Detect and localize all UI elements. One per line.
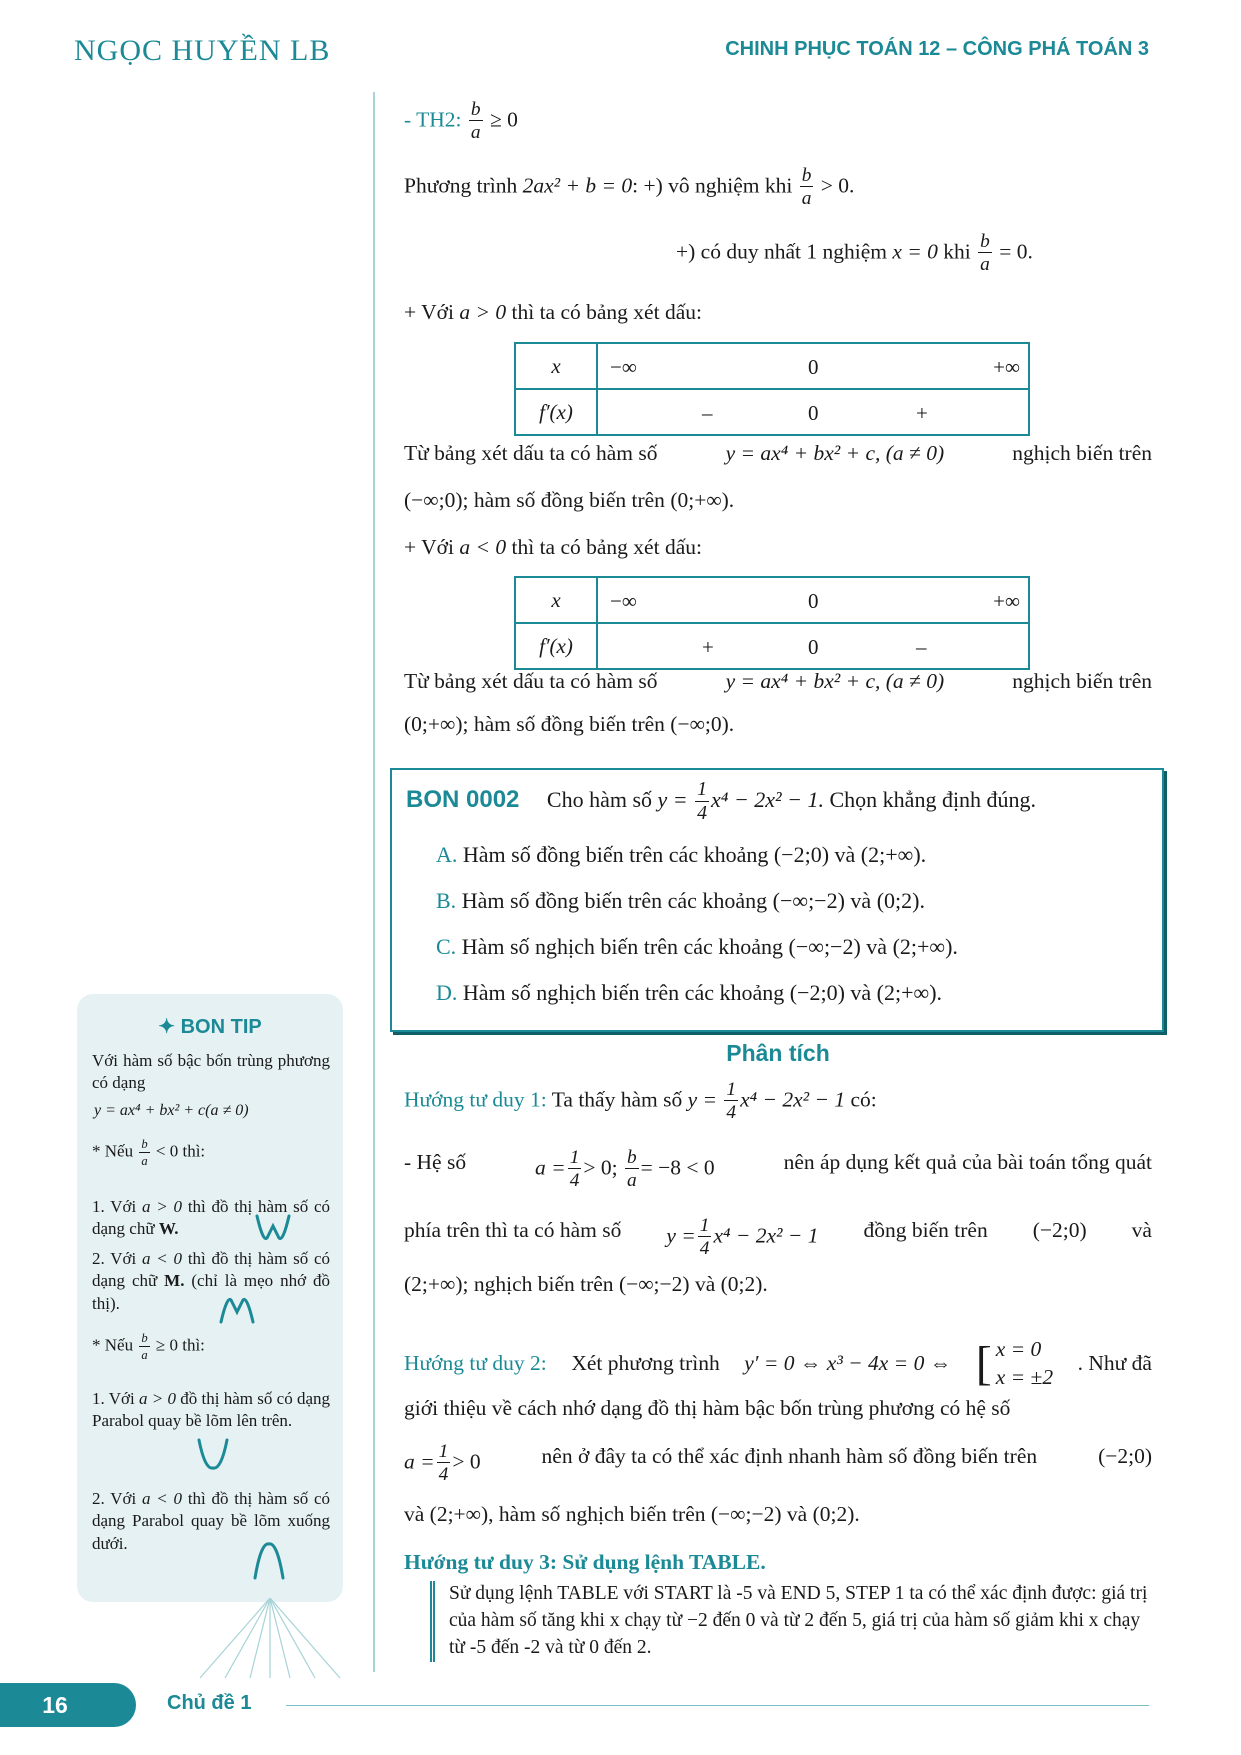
bon-tip-sidebar bbox=[77, 994, 343, 1602]
fraction: $\frac{b}{a}$ bbox=[141, 1137, 148, 1168]
conclusion-1-line-2: (−∞;0); hàm số đồng biến trên (0;+∞). bbox=[404, 488, 735, 512]
fraction: $\frac{b}{a}$ bbox=[470, 99, 481, 144]
table-header-x: x bbox=[515, 577, 597, 623]
approach-3-heading: Hướng tư duy 3: Sử dụng lệnh TABLE. bbox=[404, 1550, 766, 1574]
th2-line: - TH2: $\frac{b}{a}$ ≥ 0 bbox=[404, 99, 518, 144]
conclusion-1-line-1: Từ bảng xét dấu ta có hàm số y = ax⁴ + bx² + c, (a ≠ 0) nghịch biến trên bbox=[404, 441, 1152, 465]
question-line: BON 0002 Cho hàm số y = $\frac{1}{4}$ x⁴ − 2x² − 1. Chọn khẳng định đúng. bbox=[406, 778, 1037, 824]
column-divider bbox=[373, 92, 375, 1672]
approach-2-line-4: và (2;+∞), hàm số nghịch biến trên (−∞;−2) và (0;2). bbox=[404, 1502, 860, 1526]
conclusion-2-line-1: Từ bảng xét dấu ta có hàm số y = ax⁴ + bx² + c, (a ≠ 0) nghịch biến trên bbox=[404, 669, 1152, 693]
m-shape-icon bbox=[219, 1294, 255, 1326]
u-shape-icon bbox=[195, 1438, 231, 1472]
th2-label: - TH2: bbox=[404, 107, 462, 132]
tip-case-2-item-2: 2. Với a < 0 thì đồ thị hàm số có dạng Parabol quay bề lõm xuống dưới. bbox=[92, 1489, 331, 1553]
w-shape-icon bbox=[255, 1212, 291, 1244]
table-header-derivative: f′(x) bbox=[515, 623, 597, 669]
option-d[interactable]: D. Hàm số nghịch biến trên các khoảng (−2;0) và (2;+∞). bbox=[436, 980, 943, 1005]
option-a[interactable]: A. Hàm số đồng biến trên các khoảng (−2;0) và (2;+∞). bbox=[436, 842, 927, 867]
footer-rule bbox=[286, 1705, 1149, 1706]
option-b[interactable]: B. Hàm số đồng biến trên các khoảng (−∞;−2) và (0;2). bbox=[436, 888, 925, 913]
page-number: 16 bbox=[42, 1692, 68, 1718]
option-c[interactable]: C. Hàm số nghịch biến trên các khoảng (−∞;−2) và (2;+∞). bbox=[436, 934, 958, 959]
fraction: $\frac{1}{4}$ bbox=[438, 1441, 449, 1486]
analysis-title: Phân tích bbox=[726, 1040, 830, 1066]
approach-1-line-3: phía trên thì ta có hàm số y = $\frac{1}{4}$ x⁴ − 2x² − 1 đồng biến trên (−2;0) và bbox=[404, 1215, 1152, 1260]
fraction: $\frac{1}{4}$ bbox=[697, 778, 708, 824]
fraction: $\frac{b}{a}$ bbox=[801, 165, 812, 210]
tip-title: ✦ BON TIP bbox=[158, 1016, 262, 1038]
approach-1-line-2: - Hệ số a = $\frac{1}{4}$ > 0; $\frac{b}{a}$ = −8 < 0 nên áp dụng kết quả của bài toán tổng quát bbox=[404, 1147, 1152, 1192]
decorative-rays bbox=[170, 1598, 370, 1682]
question-box bbox=[390, 768, 1164, 1032]
fraction: $\frac{1}{4}$ bbox=[699, 1215, 710, 1260]
conclusion-2-line-2: (0;+∞); hàm số đồng biến trên (−∞;0). bbox=[404, 712, 735, 736]
tip-form: y = ax⁴ + bx² + c(a ≠ 0) bbox=[94, 1102, 249, 1119]
sign-table-2: x −∞ 0 +∞ f′(x) + 0 – bbox=[514, 576, 1030, 670]
case-negative-line: + Với a < 0 thì ta có bảng xét dấu: bbox=[404, 535, 702, 559]
equation-line-1: Phương trình 2ax² + b = 0: +) vô nghiệm khi $\frac{b}{a}$ > 0. bbox=[404, 165, 855, 210]
fraction: $\frac{1}{4}$ bbox=[569, 1147, 580, 1192]
approach-2-line-3: a = $\frac{1}{4}$ > 0 nên ở đây ta có thể xác định nhanh hàm số đồng biến trên (−2;0) bbox=[404, 1441, 1152, 1486]
approach-1-line-4: (2;+∞); nghịch biến trên (−∞;−2) và (0;2). bbox=[404, 1272, 768, 1296]
approach-2-line-2: giới thiệu về cách nhớ dạng đồ thị hàm bậc bốn trùng phương có hệ số bbox=[404, 1396, 1011, 1420]
approach-3-body: Sử dụng lệnh TABLE với START là -5 và END 5, STEP 1 ta có thể xác định được: giá trị của hàm số tăng khi x chạy từ −2 đến 0 và từ 2 đến 5, giá trị của hàm số giảm khi x chạy từ -5 đến -2 và từ 0 đến 2. bbox=[430, 1581, 1152, 1662]
equation-line-2: +) có duy nhất 1 nghiệm x = 0 khi $\frac{b}{a}$ = 0. bbox=[676, 231, 1033, 276]
n-shape-icon bbox=[251, 1540, 287, 1580]
fraction: $\frac{b}{a}$ bbox=[141, 1331, 148, 1362]
fraction: $\frac{b}{a}$ bbox=[980, 231, 990, 276]
fraction: $\frac{1}{4}$ bbox=[726, 1079, 737, 1124]
approach-2-line-1: Hướng tư duy 2: Xét phương trình y′ = 0 ⇔ x³ − 4x = 0 ⇔ [ x = 0 x = ±2 . Như đã bbox=[404, 1336, 1152, 1390]
tip-case-1-item-1: 1. Với a > 0 thì đồ thị hàm số có dạng chữ W. bbox=[92, 1197, 331, 1239]
tip-case-1-item-2: 2. Với a < 0 thì đồ thị hàm số có dạng chữ M. (chỉ là mẹo nhớ đồ thị). bbox=[92, 1249, 331, 1313]
case-positive-line: + Với a > 0 thì ta có bảng xét dấu: bbox=[404, 300, 702, 324]
tip-case-2: * Nếu $\frac{b}{a}$ ≥ 0 thì: bbox=[92, 1331, 205, 1362]
brand-logo: NGỌC HUYỀN LB bbox=[74, 34, 331, 67]
approach-1-line-1: Hướng tư duy 1: Ta thấy hàm số y = $\frac{1}{4}$ x⁴ − 2x² − 1 có: bbox=[404, 1079, 877, 1124]
running-title: CHINH PHỤC TOÁN 12 – CÔNG PHÁ TOÁN 3 bbox=[725, 38, 1149, 60]
chapter-label: Chủ đề 1 bbox=[167, 1692, 252, 1714]
tip-intro: Với hàm số bậc bốn trùng phương có dạng bbox=[92, 1051, 330, 1093]
tip-case-1: * Nếu $\frac{b}{a}$ < 0 thì: bbox=[92, 1137, 206, 1168]
sign-table-1: x −∞ 0 +∞ f′(x) – 0 + bbox=[514, 342, 1030, 436]
tip-case-2-item-1: 1. Với a > 0 đồ thị hàm số có dạng Parabol quay bề lõm lên trên. bbox=[92, 1389, 330, 1431]
table-header-x: x bbox=[515, 343, 597, 389]
question-id: BON 0002 bbox=[406, 785, 520, 813]
table-header-derivative: f′(x) bbox=[515, 389, 597, 435]
fraction: $\frac{b}{a}$ bbox=[626, 1147, 637, 1192]
